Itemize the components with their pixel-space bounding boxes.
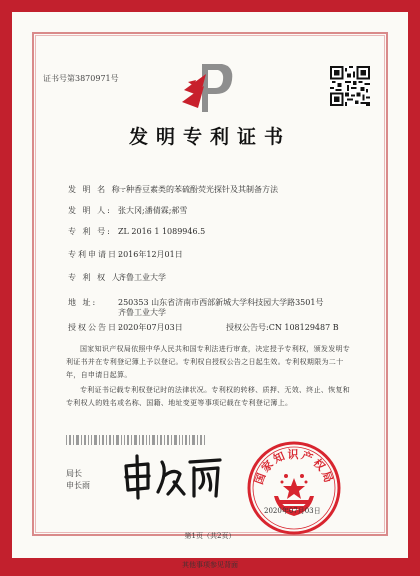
barcode-strip: [66, 435, 206, 445]
field-application-date: [68, 249, 183, 260]
field-patentee: [68, 272, 166, 283]
cnipa-emblem-icon: [178, 60, 238, 116]
certificate-number: 证书号第3870971号: [43, 74, 119, 83]
official-seal-stamp: [244, 438, 344, 538]
field-label: 专 利 号:: [68, 227, 112, 236]
field-label: 专利申请日:: [68, 250, 123, 259]
svg-text:国家知识产权局: 国家知识产权局: [252, 448, 336, 487]
grant-date-label: 授权公告日:: [68, 323, 123, 332]
field-value: 2016年12月01日: [118, 250, 183, 259]
field-label: 发 明 人:: [68, 206, 112, 215]
field-value: 一种香豆素类的苯硫酚荧光探针及其制备方法: [118, 185, 278, 194]
field-inventors: [68, 205, 187, 216]
statement-paragraph-2: 专利证书记载专利权登记时的法律状况。专利权的转移、质押、无效、终止、恢复和专利权人的姓名或名称、国籍、地址变更等事项记载在专利登记簿上。: [66, 386, 351, 407]
director-name: 申长雨: [66, 481, 90, 490]
field-label: 专 利 权 人:: [68, 273, 127, 282]
statement-paragraph-1: 国家知识产权局依照中华人民共和国专利法进行审查，决定授予专利权，颁发发明专利证书并在专利登记簿上予以登记。专利权自授权公告之日起生效。专利权期限为二十年，自申请日起算。: [66, 345, 351, 379]
field-label: 地 址:: [68, 298, 98, 307]
grant-number-value: CN 108129487 B: [268, 323, 339, 332]
field-label: 发 明 名 称:: [68, 185, 127, 194]
certificate-title: 发明专利证书: [128, 126, 291, 148]
qr-code-icon: [330, 66, 370, 106]
field-value: 齐鲁工业大学: [118, 308, 166, 317]
director-role: 局长: [66, 469, 82, 478]
field-value: 齐鲁工业大学: [118, 273, 166, 282]
field-address-line2: [68, 307, 166, 318]
grant-date: [68, 322, 183, 333]
field-value: ZL 2016 1 1089946.5: [118, 227, 206, 236]
grant-number: [226, 322, 339, 333]
seal-date: 2020年07月03日: [264, 507, 321, 515]
page-number: 第1页（共2页）: [184, 532, 236, 540]
director-signature: [118, 452, 228, 502]
grant-date-value: 2020年07月03日: [118, 323, 183, 332]
field-value: 张大冈;潘倩霖;郝雪: [118, 206, 188, 215]
field-value: 250353 山东省济南市西部新城大学科技园大学路3501号: [118, 298, 324, 307]
footer-note: 其他事项参见背面: [182, 561, 238, 569]
grant-number-label: 授权公告号:: [226, 323, 269, 332]
field-patent-number: [68, 226, 205, 237]
field-invention-name: [68, 184, 278, 195]
